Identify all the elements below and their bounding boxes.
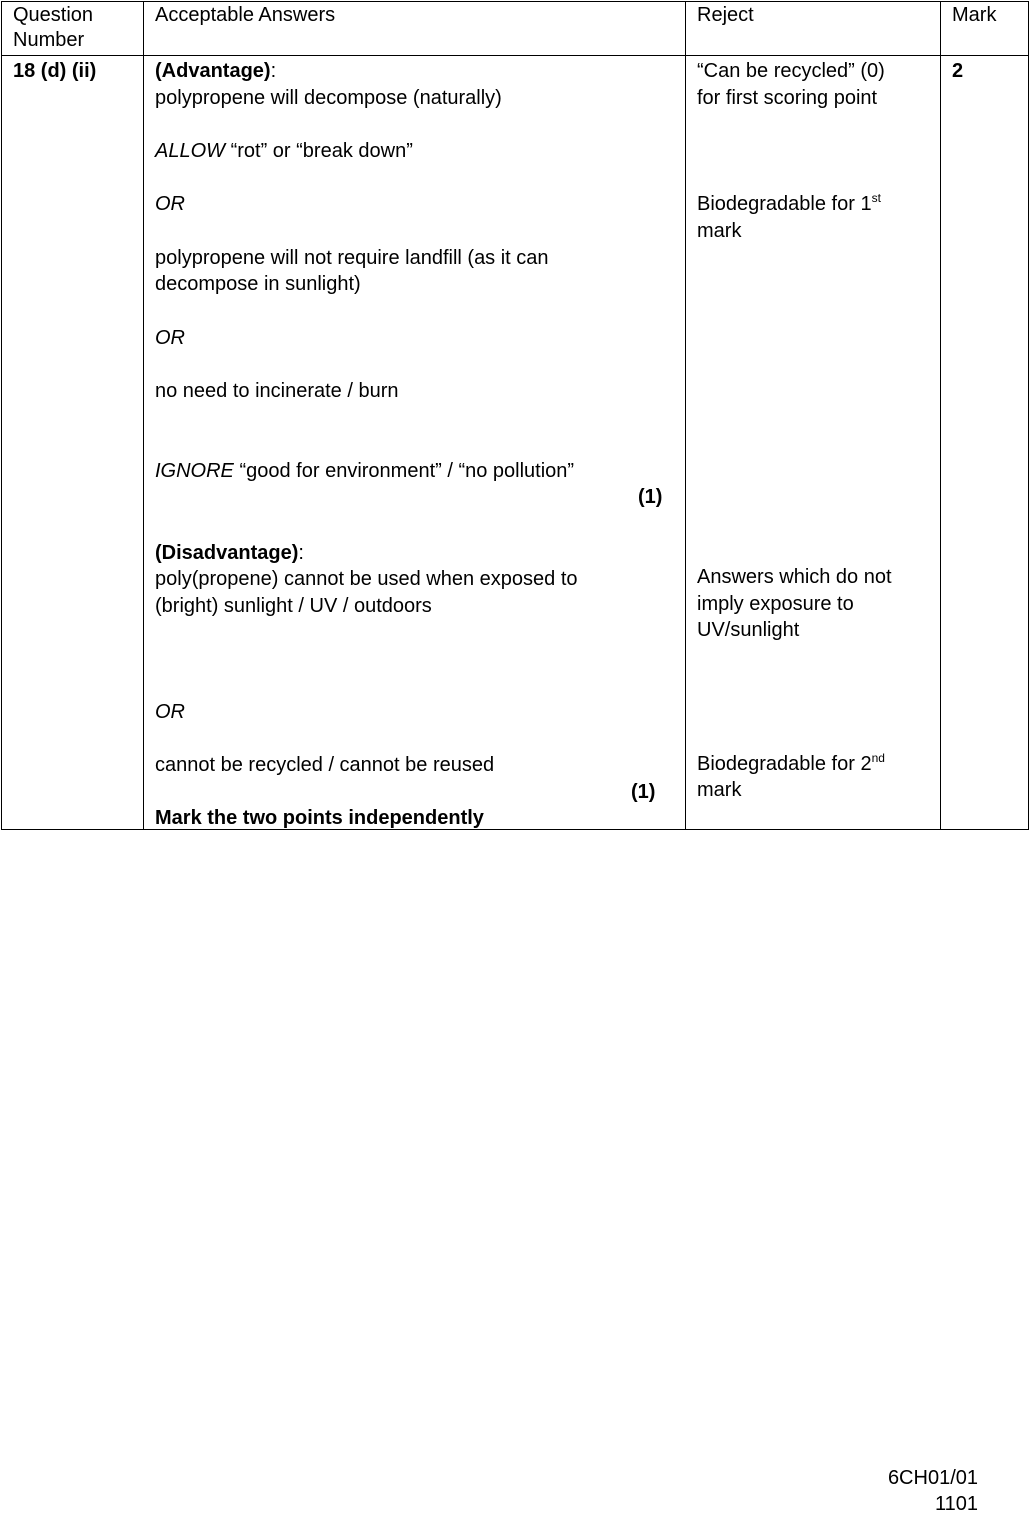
question-number-cell	[2, 56, 144, 830]
allow-note: ALLOW “rot” or “break down”	[155, 140, 413, 162]
reject-biodegradable-1: Biodegradable for 1st	[697, 191, 881, 215]
advantage-point-1: polypropene will decompose (naturally)	[155, 87, 502, 109]
disadvantage-point-1-line1: poly(propene) cannot be used when exposed to	[155, 568, 578, 590]
advantage-point-2-line1: polypropene will not require landfill (as it can	[155, 247, 549, 269]
page-footer	[888, 1465, 978, 1517]
ignore-note: IGNORE “good for environment” / “no pollution”	[155, 460, 575, 482]
disadvantage-point-1-line2: (bright) sunlight / UV / outdoors	[155, 595, 432, 617]
mark-scheme-table	[1, 1, 1029, 830]
header-acceptable-answers: Acceptable Answers	[144, 2, 686, 56]
disadvantage-point-2: cannot be recycled / cannot be reused	[155, 754, 495, 776]
or-separator: OR	[155, 327, 185, 349]
acceptable-answers-cell	[144, 56, 686, 830]
reject-exposure-line1: Answers which do not	[697, 566, 892, 588]
header-mark: Mark	[941, 2, 1029, 56]
question-number: 18 (d) (ii)	[13, 60, 97, 82]
reject-biodegradable-2-line2: mark	[697, 779, 742, 801]
independent-marking-note: Mark the two points independently	[155, 807, 484, 829]
header-reject: Reject	[686, 2, 941, 56]
or-separator: OR	[155, 193, 185, 215]
table-header-row	[2, 2, 1029, 56]
or-separator: OR	[155, 701, 185, 723]
paper-code: 6CH01/01	[887, 1467, 978, 1489]
mark-indicator-1: (1)	[638, 486, 663, 508]
disadvantage-label: (Disadvantage):	[155, 542, 304, 564]
reject-biodegradable-2: Biodegradable for 2nd	[697, 751, 885, 775]
advantage-label: (Advantage):	[155, 60, 277, 82]
mark-indicator-2: (1)	[631, 781, 656, 803]
table-row	[2, 56, 1029, 830]
total-mark: 2	[952, 60, 964, 82]
session-code: 1101	[934, 1493, 978, 1515]
reject-biodegradable-1-line2: mark	[697, 220, 742, 242]
reject-cell	[686, 56, 941, 830]
reject-exposure-line2: imply exposure to	[697, 593, 854, 615]
reject-recycled-line2: for first scoring point	[697, 87, 878, 109]
reject-exposure-line3: UV/sunlight	[697, 619, 800, 641]
header-question-number: Question Number	[2, 2, 144, 56]
mark-cell	[941, 56, 1029, 830]
advantage-point-3: no need to incinerate / burn	[155, 380, 399, 402]
advantage-point-2-line2: decompose in sunlight)	[155, 273, 361, 295]
reject-recycled-line1: “Can be recycled” (0)	[697, 60, 885, 82]
